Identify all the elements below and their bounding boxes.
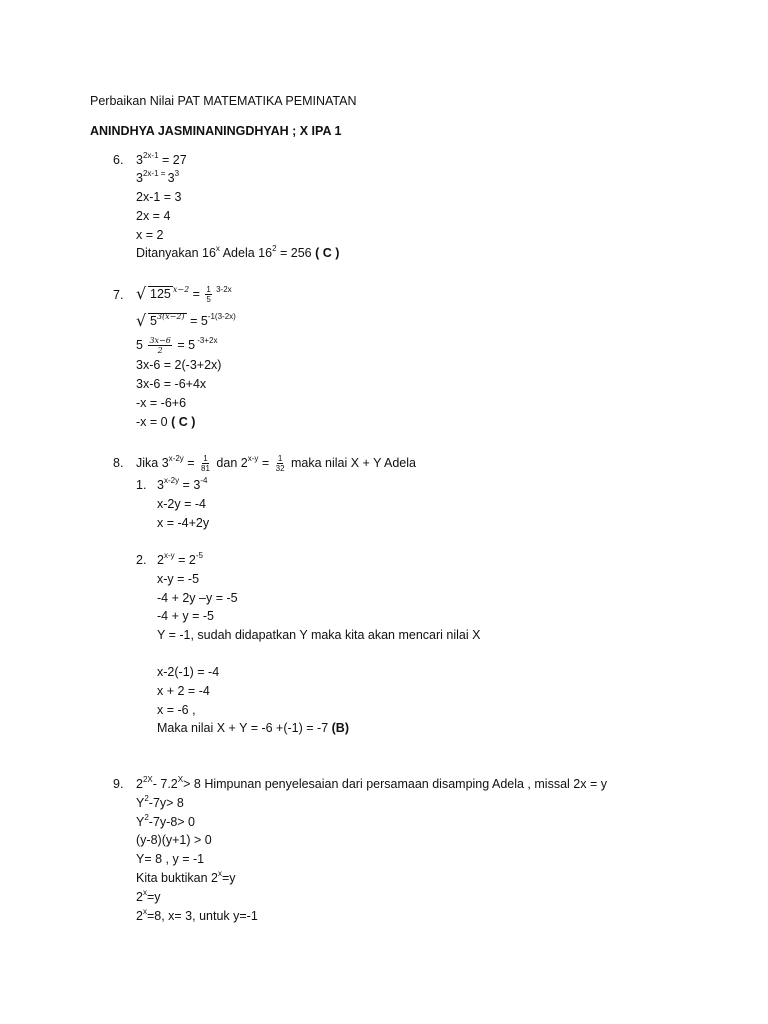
q8-p2-line-1: $2^{x-y} = 2^{-5}$ [157,551,203,567]
q7-line-3: 5 $\frac{3x-6}{2}$ = 5 $^{-3+2x}$ [136,335,218,355]
q9-line-2: $Y^2-7y> 8$ [136,794,184,810]
q7-line-1: √ 125 $^{x-2}$ = $\frac{1}{5}$ $^{3-2x}$ [136,283,232,304]
q8-p2-line-8: x = -6 , [157,703,196,717]
q6-line-3: 2x-1 = 3 [136,190,182,204]
q7-line-2: √ $5^{3(x-2)} = 5^{-1(3-2x)}$ [136,311,236,330]
sqrt-icon: √ [136,283,147,303]
q6-line-1: $3^{2x-1} = 27$ [136,151,187,167]
sqrt-icon: √ [136,311,147,330]
q6-line-6: Ditanyakan 16$^x$ Adela $16^2 = 256$ ( C ) [136,244,340,260]
q8-p2-line-4: -4 + y = -5 [157,609,214,623]
q7-answer: ( C ) [171,415,196,429]
q6-line-4: 2x = 4 [136,209,171,223]
q8-p2-line-5: Y = -1, sudah didapatkan Y maka kita akan mencari nilai X [157,628,481,642]
q9-line-1: $2^{2X}-$ $7.2^X> 8$ Himpunan penyelesaian dari persamaan disamping Adela , missal 2x = y [136,775,607,791]
q8-p1-line-3: x = -4+2y [157,516,210,530]
q7-line-4: 3x-6 = 2(-3+2x) [136,358,222,372]
q8-p2-line-7: x + 2 = -4 [157,684,210,698]
q9-number: 9. [113,777,124,791]
q8-answer: (B) [331,721,349,735]
q6-number: 6. [113,153,124,167]
student-line: ANINDHYA JASMINANINGDHYAH ; X IPA 1 [90,124,342,138]
q9-line-5: Y= 8 , y = -1 [136,852,205,866]
q9-line-7: $2^x=y$ [136,888,161,904]
q8-p2-line-3: -4 + 2y –y = -5 [157,591,238,605]
q6-answer: ( C ) [315,246,340,260]
q9-line-4: (y-8)(y+1) > 0 [136,833,212,847]
q8-p2-line-9: Maka nilai X + Y = -6 +(-1) = -7 (B) [157,721,349,735]
q9-line-3: $Y^2-7y-8> 0$ [136,813,196,829]
q7-number: 7. [113,288,124,302]
q8-intro: Jika $3^{x-2y}$ = $\frac{1}{81}$ dan $2^{x-y}$ = $\frac{1}{32}$ maka nilai X + Y Adela [136,453,416,473]
q6-line-5: x = 2 [136,228,164,242]
q7-line-7: -x = 0 ( C ) [136,415,196,429]
q9-line-8: $2^x=8$, x= 3, untuk y=-1 [136,907,258,923]
q8-p2-line-2: x-y = -5 [157,572,200,586]
q7-line-5: 3x-6 = -6+4x [136,377,207,391]
document-title: Perbaikan Nilai PAT MATEMATIKA PEMINATAN [90,94,357,108]
q9-line-6: Kita buktikan $2^x=y$ [136,869,236,885]
q8-part1-number: 1. [136,478,147,492]
q8-p1-line-1: $3^{x-2y} = 3^{-4}$ [157,476,208,492]
q6-line-2: $3^{2x-1 =}$ $3^3$ [136,169,180,185]
q8-p2-line-6: x-2(-1) = -4 [157,665,220,679]
q8-number: 8. [113,456,124,470]
q8-part2-number: 2. [136,553,147,567]
q7-line-6: -x = -6+6 [136,396,187,410]
q8-p1-line-2: x-2y = -4 [157,497,206,511]
